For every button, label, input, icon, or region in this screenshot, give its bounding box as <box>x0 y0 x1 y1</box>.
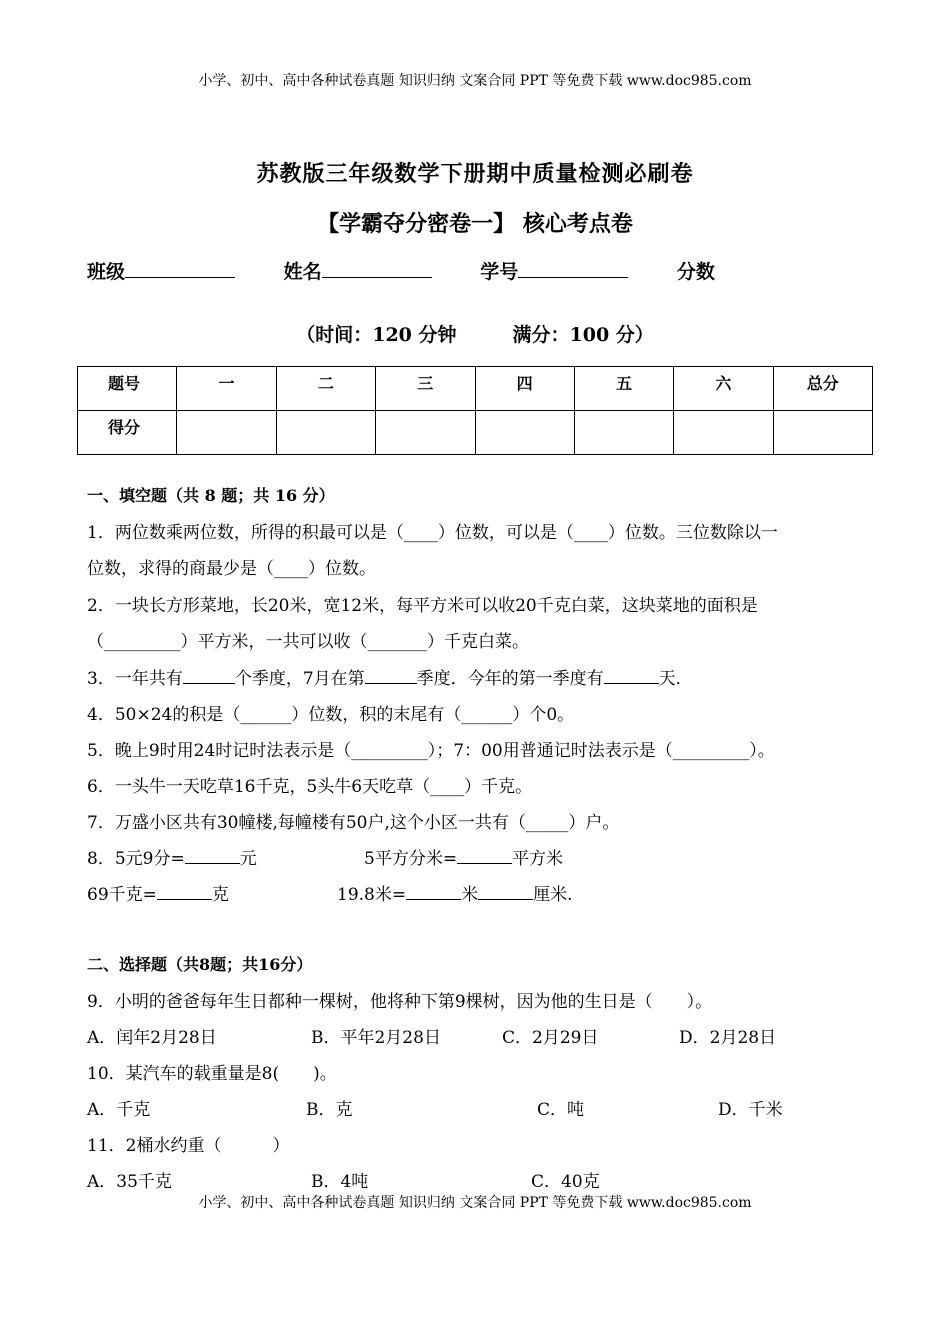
class-label: 班级 <box>87 261 126 283</box>
score-cell[interactable] <box>475 411 574 455</box>
q8-blank[interactable] <box>478 883 533 900</box>
q8-blank[interactable] <box>185 847 240 864</box>
score-row-label: 得分 <box>78 411 177 455</box>
q8-blank[interactable] <box>157 883 212 900</box>
q9-option-d[interactable]: D．2月28日 <box>679 1028 777 1048</box>
score-table-header-cell: 四 <box>475 367 574 411</box>
full-score: 满分：100 分） <box>512 324 654 346</box>
q8-text: 平方米 <box>512 849 564 869</box>
section1-title: 一、填空题（共 8 题；共 16 分） <box>87 486 335 505</box>
q8-text: 元 <box>239 849 257 869</box>
time-limit: （时间：120 分钟 <box>296 324 457 346</box>
time-and-score-line <box>0 320 950 347</box>
q3-blank[interactable] <box>183 667 235 684</box>
q9-option-b[interactable]: B．平年2月28日 <box>311 1028 441 1048</box>
q8-text: 8．5元9分= <box>87 849 185 869</box>
question-8-part-b <box>364 844 563 869</box>
score-table-header-cell: 三 <box>376 367 475 411</box>
question-6: 6．一头牛一天吃草16千克，5头牛6天吃草（____）千克。 <box>87 777 533 797</box>
section2-title: 二、选择题（共8题；共16分） <box>87 955 313 974</box>
class-field[interactable] <box>125 259 235 278</box>
q11-option-a[interactable]: A．35千克 <box>87 1172 172 1192</box>
score-table-header-cell: 六 <box>674 367 773 411</box>
q8-text: 5平方分米= <box>364 849 458 869</box>
score-table-header-cell: 二 <box>276 367 375 411</box>
question-8-part-d <box>337 880 573 905</box>
q10-option-d[interactable]: D．千米 <box>718 1100 783 1120</box>
score-cell[interactable] <box>773 411 872 455</box>
question-2-line-1: 2．一块长方形菜地，长20米，宽12米，每平方米可以收20千克白菜，这块菜地的面积是 <box>87 596 758 616</box>
q3-blank[interactable] <box>604 667 659 684</box>
q11-option-b[interactable]: B．4吨 <box>311 1172 369 1192</box>
question-5: 5．晚上9时用24时记时法表示是（_________）；7：00用普通记时法表示是（_________）。 <box>87 741 775 761</box>
q8-text: 厘米. <box>533 885 573 905</box>
q10-option-b[interactable]: B．克 <box>306 1100 353 1120</box>
score-cell[interactable] <box>276 411 375 455</box>
question-1-line-1: 1．两位数乘两位数，所得的积最可以是（____）位数，可以是（____）位数。三位数除以一 <box>87 523 778 543</box>
student-info-row <box>87 257 715 284</box>
question-8-part-a <box>87 844 257 869</box>
q3-text: 3．一年共有 <box>87 669 183 689</box>
q9-option-c[interactable]: C．2月29日 <box>502 1028 599 1048</box>
q10-option-c[interactable]: C．吨 <box>537 1100 585 1120</box>
score-table-header-cell: 总分 <box>773 367 872 411</box>
question-1-line-2: 位数，求得的商最少是（____）位数。 <box>87 559 376 579</box>
q10-option-a[interactable]: A．千克 <box>87 1100 151 1120</box>
score-table-header-cell: 题号 <box>78 367 177 411</box>
q11-option-c[interactable]: C．40克 <box>531 1172 600 1192</box>
q8-text: 米 <box>461 885 479 905</box>
q3-text: 季度．今年的第一季度有 <box>416 669 604 689</box>
q8-blank[interactable] <box>457 847 512 864</box>
score-table <box>77 366 873 455</box>
q3-text: 天． <box>658 669 693 689</box>
page-footer: 小学、初中、高中各种试卷真题 知识归纳 文案合同 PPT 等免费下载 www.doc985.com <box>198 1195 752 1211</box>
question-9: 9．小明的爸爸每年生日都种一棵树，他将种下第9棵树，因为他的生日是（ ）。 <box>87 992 713 1012</box>
score-label: 分数 <box>676 261 715 283</box>
q9-option-a[interactable]: A．闰年2月28日 <box>87 1028 217 1048</box>
score-table-header-cell: 一 <box>177 367 276 411</box>
name-field[interactable] <box>322 259 432 278</box>
q8-text: 69千克= <box>87 885 157 905</box>
score-cell[interactable] <box>674 411 773 455</box>
q8-text: 克 <box>211 885 229 905</box>
question-10: 10．某汽车的载重量是8( )。 <box>87 1064 337 1084</box>
score-table-score-row <box>78 411 873 455</box>
q8-text: 19.8米= <box>337 885 407 905</box>
question-2-line-2: （_________）平方米，一共可以收（_______）千克白菜。 <box>87 632 529 652</box>
id-field[interactable] <box>518 259 628 278</box>
score-table-header-row <box>78 367 873 411</box>
question-3 <box>87 664 693 689</box>
score-cell[interactable] <box>177 411 276 455</box>
question-11: 11．2桶水约重（ ） <box>87 1136 290 1156</box>
q8-blank[interactable] <box>406 883 461 900</box>
score-cell[interactable] <box>376 411 475 455</box>
question-4: 4．50×24的积是（______）位数，积的末尾有（______）个0。 <box>87 705 575 725</box>
q3-text: 个季度，7月在第 <box>234 669 365 689</box>
score-cell[interactable] <box>574 411 673 455</box>
exam-subtitle: 【学霸夺分密卷一】 核心考点卷 <box>317 211 633 237</box>
q3-blank[interactable] <box>365 667 417 684</box>
question-8-part-c <box>87 880 229 905</box>
exam-title: 苏教版三年级数学下册期中质量检测必刷卷 <box>256 161 694 187</box>
name-label: 姓名 <box>283 261 322 283</box>
page-header: 小学、初中、高中各种试卷真题 知识归纳 文案合同 PPT 等免费下载 www.doc985.com <box>198 73 752 89</box>
score-table-header-cell: 五 <box>574 367 673 411</box>
id-label: 学号 <box>480 261 519 283</box>
question-7: 7．万盛小区共有30幢楼,每幢楼有50户,这个小区一共有（_____）户。 <box>87 813 620 833</box>
